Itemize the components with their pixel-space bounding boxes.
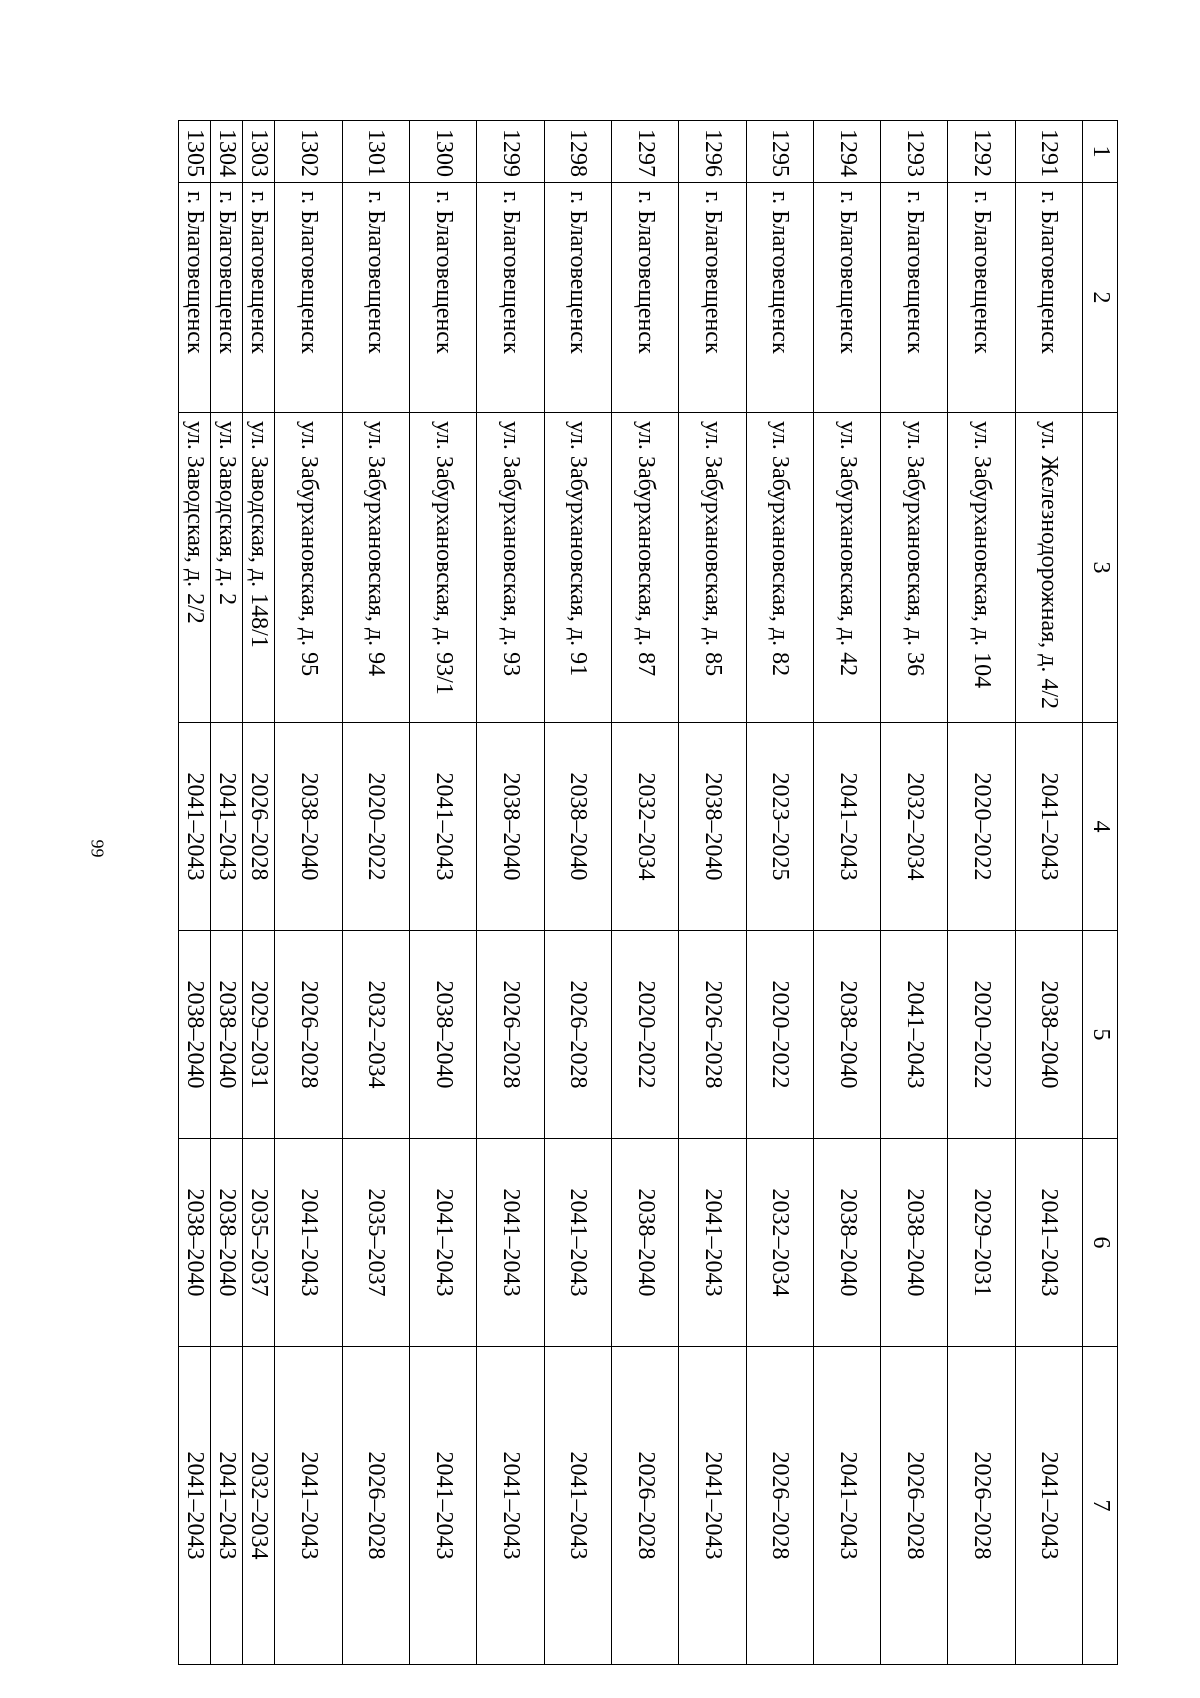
header-col-1: 1 xyxy=(1083,121,1118,183)
period-col-4: 2032–2034 xyxy=(881,723,948,931)
period-col-4: 2020–2022 xyxy=(342,723,409,931)
period-col-6: 2041–2043 xyxy=(410,1139,477,1347)
address-cell: ул. Заводская, д. 148/1 xyxy=(243,413,275,723)
city-cell: г. Благовещенск xyxy=(746,183,813,413)
row-number: 1298 xyxy=(544,121,611,183)
period-col-7: 2041–2043 xyxy=(813,1347,880,1665)
address-cell: ул. Забурхановская, д. 42 xyxy=(813,413,880,723)
row-number: 1300 xyxy=(410,121,477,183)
row-number: 1305 xyxy=(179,121,211,183)
row-number: 1296 xyxy=(679,121,746,183)
period-col-6: 2035–2037 xyxy=(243,1139,275,1347)
period-col-6: 2038–2040 xyxy=(179,1139,211,1347)
period-col-5: 2026–2028 xyxy=(477,931,544,1139)
table-row xyxy=(243,121,275,1665)
city-cell: г. Благовещенск xyxy=(342,183,409,413)
period-col-4: 2041–2043 xyxy=(179,723,211,931)
row-number: 1299 xyxy=(477,121,544,183)
city-cell: г. Благовещенск xyxy=(275,183,342,413)
period-col-4: 2020–2022 xyxy=(948,723,1015,931)
address-cell: ул. Забурхановская, д. 93 xyxy=(477,413,544,723)
row-number: 1292 xyxy=(948,121,1015,183)
city-cell: г. Благовещенск xyxy=(679,183,746,413)
city-cell: г. Благовещенск xyxy=(881,183,948,413)
address-cell: ул. Забурхановская, д. 94 xyxy=(342,413,409,723)
row-number: 1295 xyxy=(746,121,813,183)
period-col-4: 2041–2043 xyxy=(410,723,477,931)
table-row xyxy=(544,121,611,1665)
table-row xyxy=(275,121,342,1665)
period-col-6: 2038–2040 xyxy=(881,1139,948,1347)
period-col-7: 2041–2043 xyxy=(1015,1347,1082,1665)
period-col-6: 2041–2043 xyxy=(1015,1139,1082,1347)
header-col-7: 7 xyxy=(1083,1347,1118,1665)
period-col-4: 2038–2040 xyxy=(544,723,611,931)
period-col-7: 2041–2043 xyxy=(477,1347,544,1665)
period-col-4: 2032–2034 xyxy=(611,723,678,931)
row-number: 1293 xyxy=(881,121,948,183)
row-number: 1302 xyxy=(275,121,342,183)
period-col-5: 2026–2028 xyxy=(544,931,611,1139)
city-cell: г. Благовещенск xyxy=(948,183,1015,413)
table-row xyxy=(1015,121,1082,1665)
row-number: 1294 xyxy=(813,121,880,183)
city-cell: г. Благовещенск xyxy=(813,183,880,413)
table-row xyxy=(746,121,813,1665)
address-cell: ул. Забурхановская, д. 85 xyxy=(679,413,746,723)
period-col-5: 2020–2022 xyxy=(746,931,813,1139)
address-cell: ул. Забурхановская, д. 104 xyxy=(948,413,1015,723)
period-col-5: 2026–2028 xyxy=(275,931,342,1139)
period-col-4: 2026–2028 xyxy=(243,723,275,931)
table-row xyxy=(679,121,746,1665)
table-row xyxy=(948,121,1015,1665)
city-cell: г. Благовещенск xyxy=(211,183,243,413)
period-col-4: 2038–2040 xyxy=(679,723,746,931)
period-col-7: 2041–2043 xyxy=(211,1347,243,1665)
table-row xyxy=(342,121,409,1665)
row-number: 1304 xyxy=(211,121,243,183)
table-row xyxy=(410,121,477,1665)
period-col-6: 2041–2043 xyxy=(477,1139,544,1347)
period-col-5: 2020–2022 xyxy=(948,931,1015,1139)
city-cell: г. Благовещенск xyxy=(243,183,275,413)
period-col-7: 2026–2028 xyxy=(948,1347,1015,1665)
table-row xyxy=(179,121,211,1665)
header-col-2: 2 xyxy=(1083,183,1118,413)
period-col-5: 2041–2043 xyxy=(881,931,948,1139)
city-cell: г. Благовещенск xyxy=(410,183,477,413)
city-cell: г. Благовещенск xyxy=(1015,183,1082,413)
address-cell: ул. Забурхановская, д. 82 xyxy=(746,413,813,723)
period-col-7: 2026–2028 xyxy=(611,1347,678,1665)
row-number: 1301 xyxy=(342,121,409,183)
address-cell: ул. Забурхановская, д. 93/1 xyxy=(410,413,477,723)
address-cell: ул. Заводская, д. 2/2 xyxy=(179,413,211,723)
table-row xyxy=(477,121,544,1665)
period-col-5: 2029–2031 xyxy=(243,931,275,1139)
period-col-7: 2032–2034 xyxy=(243,1347,275,1665)
period-col-6: 2038–2040 xyxy=(611,1139,678,1347)
page-number: 99 xyxy=(87,839,108,858)
period-col-5: 2038–2040 xyxy=(179,931,211,1139)
row-number: 1291 xyxy=(1015,121,1082,183)
period-col-4: 2038–2040 xyxy=(275,723,342,931)
period-col-7: 2026–2028 xyxy=(746,1347,813,1665)
address-cell: ул. Заводская, д. 2 xyxy=(211,413,243,723)
period-col-5: 2038–2040 xyxy=(1015,931,1082,1139)
period-col-6: 2035–2037 xyxy=(342,1139,409,1347)
period-col-7: 2026–2028 xyxy=(881,1347,948,1665)
schedule-table xyxy=(178,120,1118,1665)
header-col-3: 3 xyxy=(1083,413,1118,723)
rotated-table-container xyxy=(178,120,1118,1664)
table-header-row xyxy=(1083,121,1118,1665)
table-row xyxy=(813,121,880,1665)
period-col-5: 2026–2028 xyxy=(679,931,746,1139)
period-col-6: 2041–2043 xyxy=(275,1139,342,1347)
period-col-7: 2041–2043 xyxy=(410,1347,477,1665)
header-col-4: 4 xyxy=(1083,723,1118,931)
city-cell: г. Благовещенск xyxy=(611,183,678,413)
city-cell: г. Благовещенск xyxy=(544,183,611,413)
header-col-5: 5 xyxy=(1083,931,1118,1139)
period-col-6: 2032–2034 xyxy=(746,1139,813,1347)
address-cell: ул. Забурхановская, д. 95 xyxy=(275,413,342,723)
period-col-7: 2041–2043 xyxy=(275,1347,342,1665)
period-col-6: 2041–2043 xyxy=(679,1139,746,1347)
city-cell: г. Благовещенск xyxy=(477,183,544,413)
address-cell: ул. Забурхановская, д. 87 xyxy=(611,413,678,723)
row-number: 1303 xyxy=(243,121,275,183)
period-col-5: 2020–2022 xyxy=(611,931,678,1139)
header-col-6: 6 xyxy=(1083,1139,1118,1347)
period-col-4: 2023–2025 xyxy=(746,723,813,931)
table-row xyxy=(881,121,948,1665)
period-col-4: 2041–2043 xyxy=(1015,723,1082,931)
period-col-6: 2041–2043 xyxy=(544,1139,611,1347)
period-col-7: 2041–2043 xyxy=(679,1347,746,1665)
period-col-4: 2041–2043 xyxy=(813,723,880,931)
period-col-6: 2029–2031 xyxy=(948,1139,1015,1347)
table-row xyxy=(611,121,678,1665)
period-col-5: 2032–2034 xyxy=(342,931,409,1139)
period-col-7: 2041–2043 xyxy=(544,1347,611,1665)
period-col-4: 2041–2043 xyxy=(211,723,243,931)
address-cell: ул. Забурхановская, д. 91 xyxy=(544,413,611,723)
period-col-6: 2038–2040 xyxy=(211,1139,243,1347)
city-cell: г. Благовещенск xyxy=(179,183,211,413)
period-col-6: 2038–2040 xyxy=(813,1139,880,1347)
period-col-7: 2041–2043 xyxy=(179,1347,211,1665)
row-number: 1297 xyxy=(611,121,678,183)
address-cell: ул. Железнодорожная, д. 4/2 xyxy=(1015,413,1082,723)
table-row xyxy=(211,121,243,1665)
period-col-5: 2038–2040 xyxy=(211,931,243,1139)
address-cell: ул. Забурхановская, д. 36 xyxy=(881,413,948,723)
period-col-4: 2038–2040 xyxy=(477,723,544,931)
period-col-5: 2038–2040 xyxy=(813,931,880,1139)
period-col-7: 2026–2028 xyxy=(342,1347,409,1665)
period-col-5: 2038–2040 xyxy=(410,931,477,1139)
